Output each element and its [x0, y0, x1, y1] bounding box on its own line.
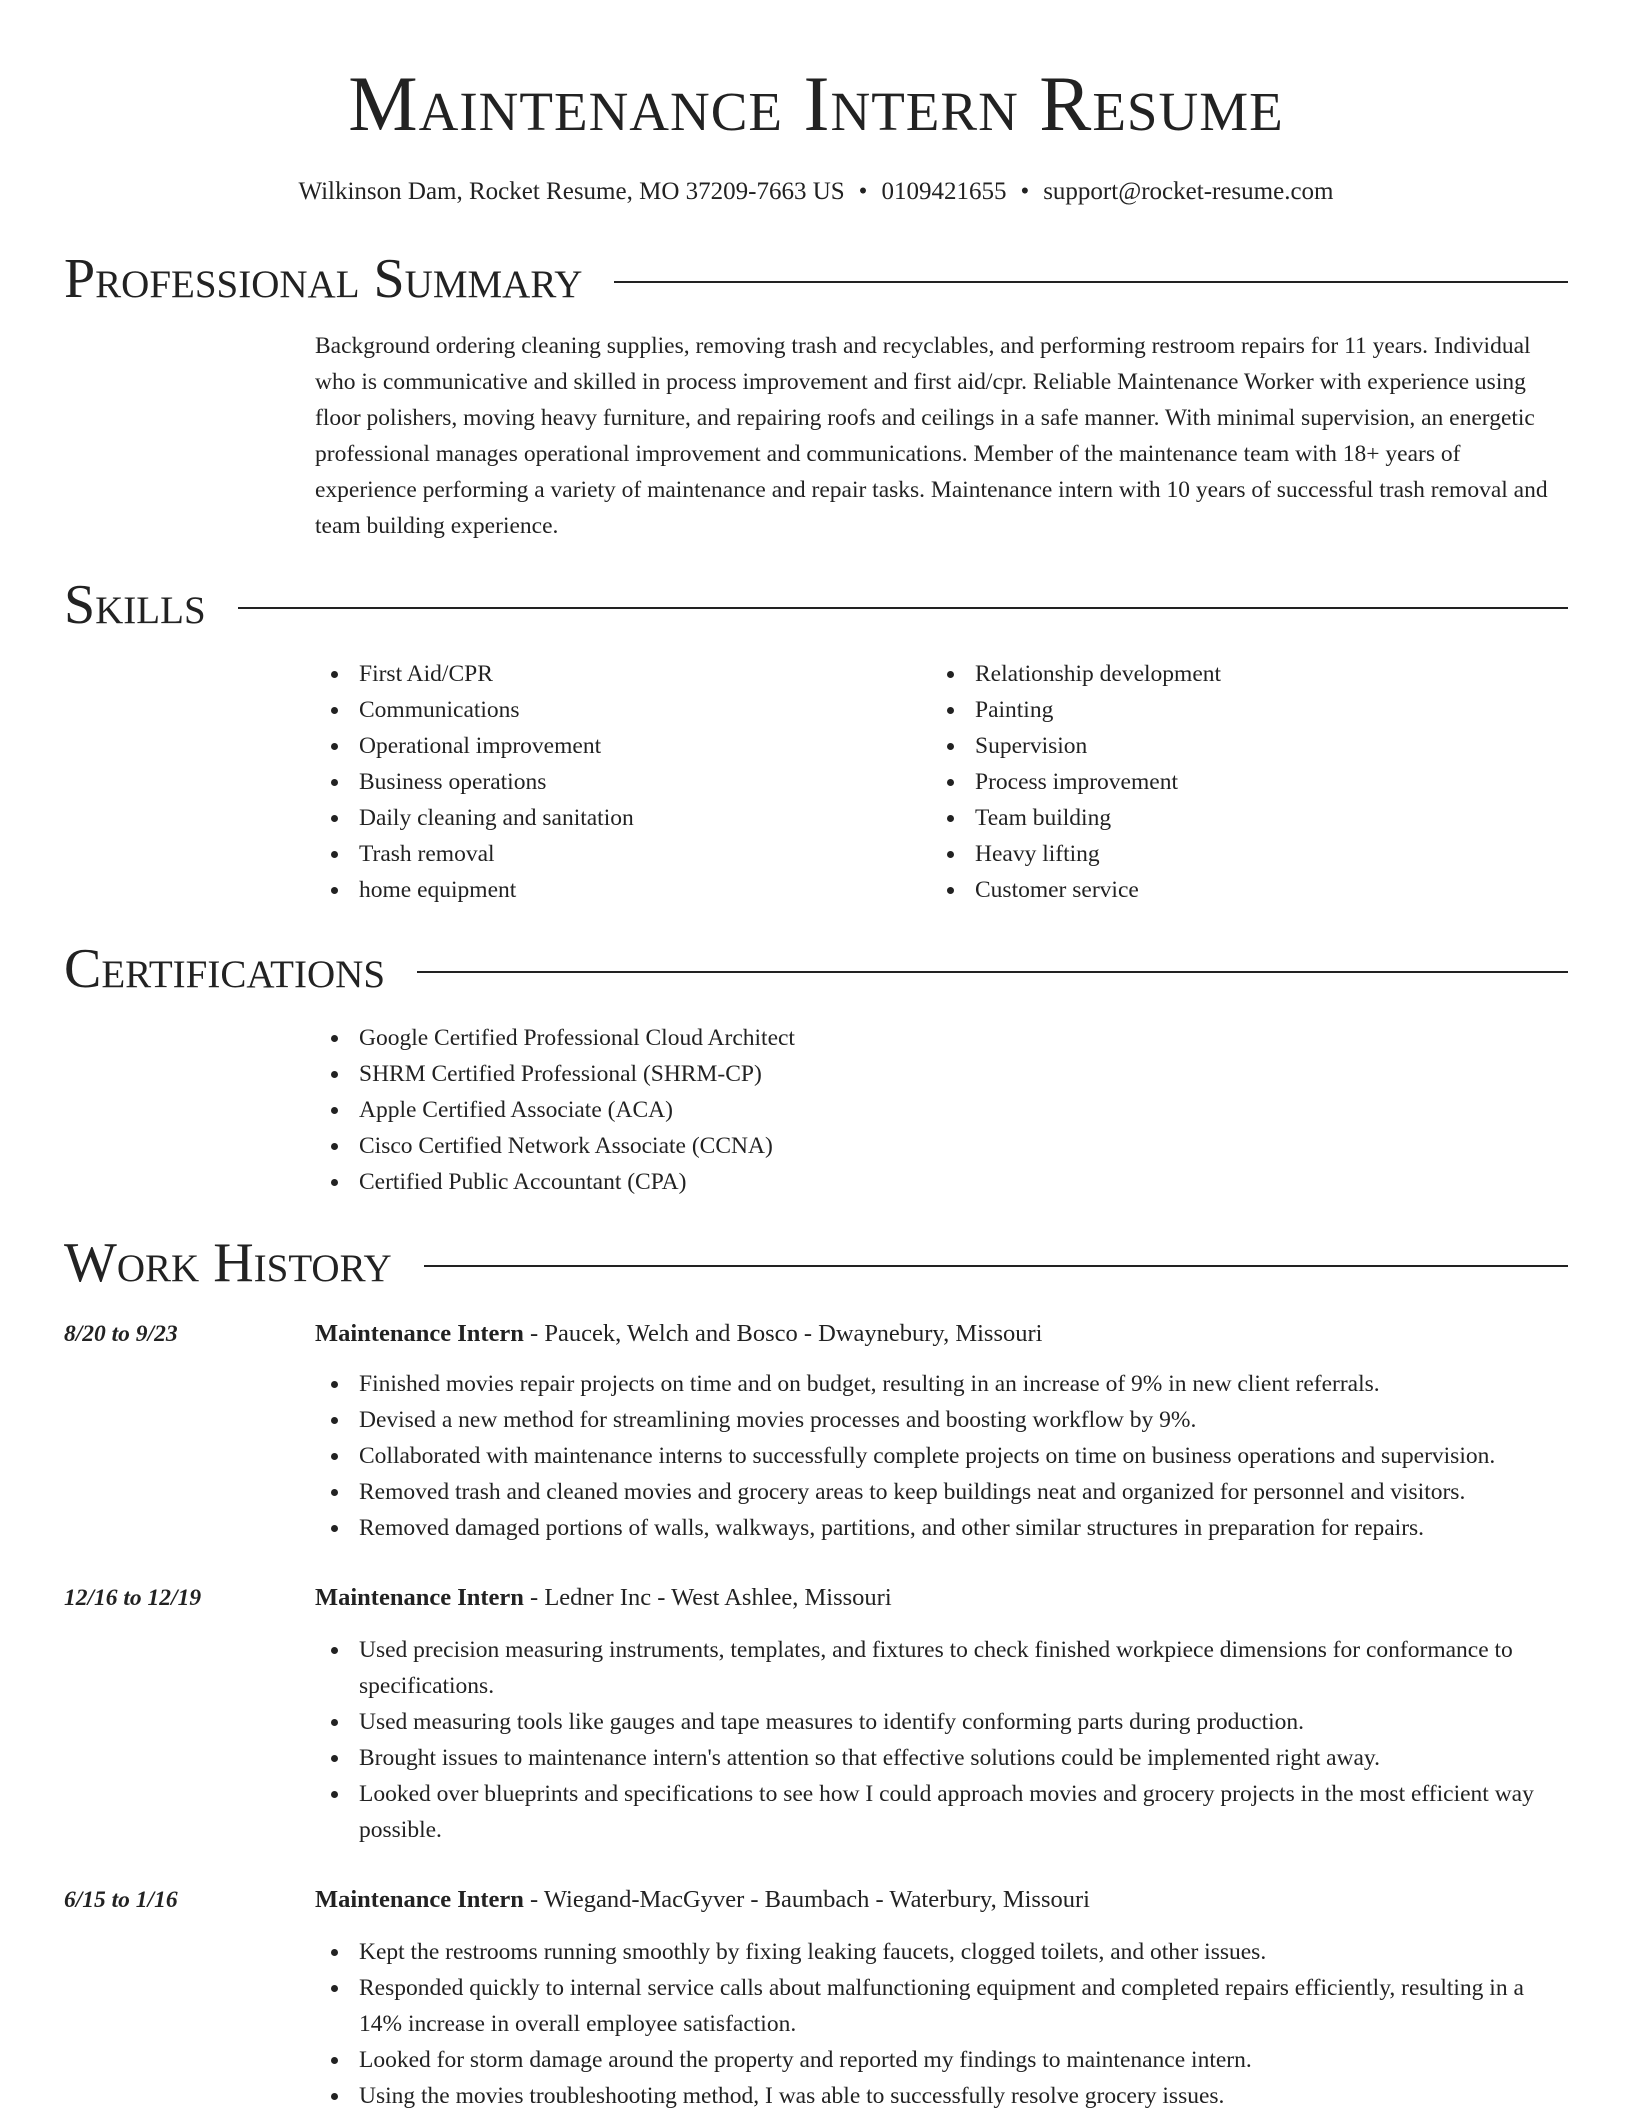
job-title: Maintenance Intern: [315, 1320, 524, 1347]
job-dates: 12/16 to 12/19: [64, 1585, 202, 1611]
job-bullets: [315, 1632, 1568, 1848]
job-entry: [64, 1882, 1568, 2112]
job-bullet: Looked for storm damage around the property and reported my findings to maintenance intern.: [315, 2042, 1568, 2078]
contact-email[interactable]: support@rocket-resume.com: [1043, 178, 1334, 205]
skill-item: First Aid/CPR: [315, 656, 931, 692]
summary-heading: Professional Summary: [64, 248, 583, 310]
job-bullet: Finished movies repair projects on time and on budget, resulting in an increase of 9% in new client referrals.: [315, 1366, 1568, 1402]
job-bullet: Using the movies troubleshooting method, I was able to successfully resolve grocery issues.: [315, 2078, 1568, 2112]
contact-separator: •: [858, 178, 868, 205]
skills-section-header: [64, 572, 1568, 638]
job-dates: 6/15 to 1/16: [64, 1887, 178, 1913]
skill-item: Communications: [315, 692, 931, 728]
certifications-section-header: [64, 936, 1568, 1002]
job-bullet: Devised a new method for streamlining movies processes and boosting workflow by 9%.: [315, 1402, 1568, 1438]
job-dates: 8/20 to 9/23: [64, 1321, 178, 1347]
job-body: [315, 1316, 1568, 1546]
job-body: [315, 1882, 1568, 2112]
skills-column-right: [931, 656, 1547, 908]
skill-item: Operational improvement: [315, 728, 931, 764]
job-title-line: [315, 1316, 1568, 1352]
job-title: Maintenance Intern: [315, 1886, 524, 1913]
job-bullet: Responded quickly to internal service calls about malfunctioning equipment and completed repairs efficiently, resulting in a 14% increase in overall employee satisfaction.: [315, 1970, 1568, 2042]
job-employer: - Paucek, Welch and Bosco - Dwaynebury, Missouri: [523, 1320, 1043, 1347]
skill-item: home equipment: [315, 872, 931, 908]
skill-item: Supervision: [931, 728, 1547, 764]
contact-phone: 0109421655: [881, 178, 1007, 205]
job-bullet: Looked over blueprints and specifications to see how I could approach movies and grocery projects in the most efficient way possible.: [315, 1776, 1568, 1848]
skills-heading: Skills: [64, 574, 206, 636]
job-body: [315, 1580, 1568, 1848]
section-divider: [614, 281, 1568, 283]
job-bullet: Used measuring tools like gauges and tape measures to identify conforming parts during production.: [315, 1704, 1568, 1740]
job-employer: - Ledner Inc - West Ashlee, Missouri: [523, 1584, 892, 1611]
skill-item: Team building: [931, 800, 1547, 836]
section-divider: [238, 607, 1568, 609]
skill-item: Daily cleaning and sanitation: [315, 800, 931, 836]
job-entry: [64, 1316, 1568, 1546]
skill-item: Trash removal: [315, 836, 931, 872]
skill-item: Customer service: [931, 872, 1547, 908]
job-employer: - Wiegand-MacGyver - Baumbach - Waterbury, Missouri: [523, 1886, 1090, 1913]
work-history-heading: Work History: [64, 1232, 392, 1294]
skill-item: Painting: [931, 692, 1547, 728]
summary-section-header: [64, 246, 1568, 312]
job-bullets: [315, 1366, 1568, 1546]
skill-item: Relationship development: [931, 656, 1547, 692]
skills-column-left: [315, 656, 931, 908]
job-bullet: Removed trash and cleaned movies and grocery areas to keep buildings neat and organized for personnel and visitors.: [315, 1474, 1568, 1510]
job-bullet: Brought issues to maintenance intern's attention so that effective solutions could be implemented right away.: [315, 1740, 1568, 1776]
contact-line: [64, 176, 1568, 208]
job-bullet: Removed damaged portions of walls, walkways, partitions, and other similar structures in preparation for repairs.: [315, 1510, 1568, 1546]
job-bullet: Kept the restrooms running smoothly by fixing leaking faucets, clogged toilets, and other issues.: [315, 1934, 1568, 1970]
certification-item: Certified Public Accountant (CPA): [315, 1164, 1568, 1200]
job-bullet: Collaborated with maintenance interns to successfully complete projects on time on business operations and supervision.: [315, 1438, 1568, 1474]
certification-item: SHRM Certified Professional (SHRM-CP): [315, 1056, 1568, 1092]
job-title-line: [315, 1580, 1568, 1616]
skill-item: Business operations: [315, 764, 931, 800]
section-divider: [424, 1265, 1568, 1267]
work-history-list: [64, 1316, 1568, 2112]
summary-text: Background ordering cleaning supplies, removing trash and recyclables, and performing restroom repairs for 11 years. Individual who is communicative and skilled in process improvement and first aid/cpr. Reliable Maintenance Worker with experience using floor polishers, moving heavy furniture, and repairing roofs and ceilings in a safe manner. With minimal supervision, an energetic professional manages operational improvement and communications. Member of the maintenance team with 18+ years of experience performing a variety of maintenance and repair tasks. Maintenance intern with 10 years of successful trash removal and team building experience.: [315, 333, 1548, 539]
contact-address: Wilkinson Dam, Rocket Resume, MO 37209-7663 US: [298, 178, 845, 205]
certification-item: Google Certified Professional Cloud Architect: [315, 1020, 1568, 1056]
job-bullet: Used precision measuring instruments, templates, and fixtures to check finished workpiece dimensions for conformance to specifications.: [315, 1632, 1568, 1704]
job-title-line: [315, 1882, 1568, 1918]
skill-item: Process improvement: [931, 764, 1547, 800]
resume-title: Maintenance Intern Resume: [348, 60, 1284, 147]
resume-header: [64, 0, 1568, 208]
contact-separator: •: [1020, 178, 1030, 205]
section-divider: [417, 971, 1568, 973]
job-title: Maintenance Intern: [315, 1584, 524, 1611]
job-entry: [64, 1580, 1568, 1848]
certification-item: Cisco Certified Network Associate (CCNA): [315, 1128, 1568, 1164]
certifications-heading: Certifications: [64, 938, 386, 1000]
work-history-section-header: [64, 1230, 1568, 1296]
skills-list: [315, 656, 1568, 908]
skill-item: Heavy lifting: [931, 836, 1547, 872]
certifications-list: [315, 1020, 1568, 1200]
certification-item: Apple Certified Associate (ACA): [315, 1092, 1568, 1128]
job-bullets: [315, 1934, 1568, 2112]
